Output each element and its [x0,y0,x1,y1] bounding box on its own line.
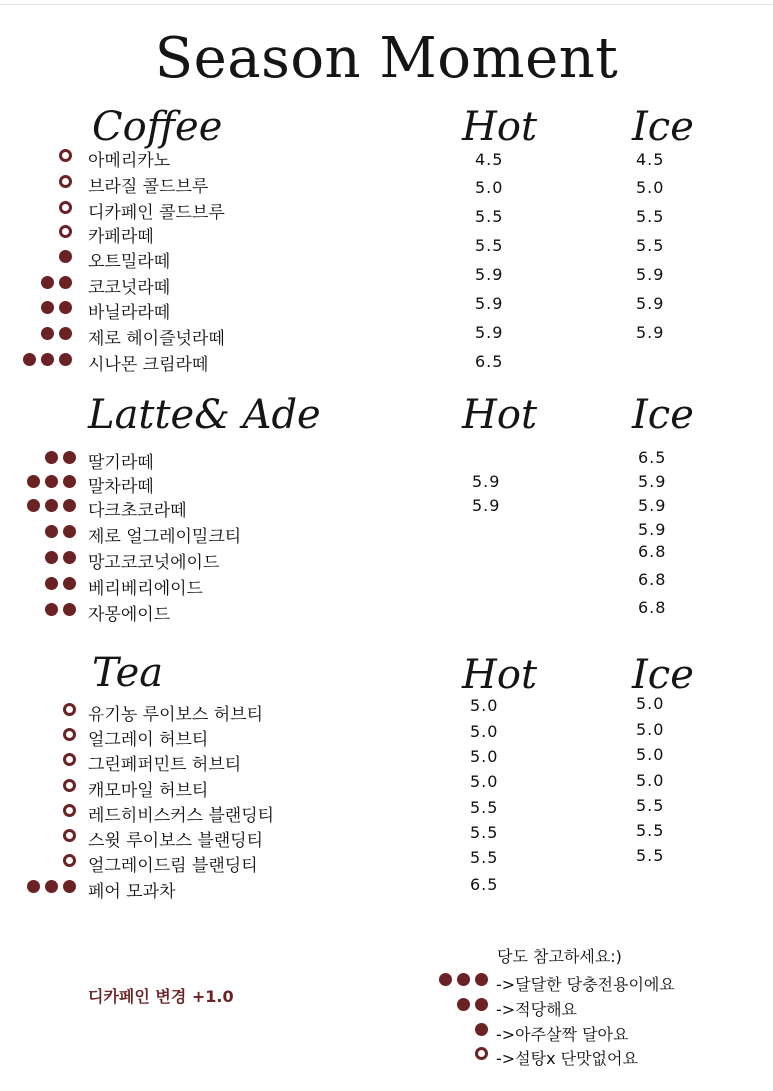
menu-item [0,472,773,496]
menu-item [0,172,773,196]
sweetness-dot-icon [41,301,54,314]
item-name: 캐모마일 허브티 [88,781,209,801]
legend-item [0,995,773,1019]
price-ice: 5.0 [636,745,665,764]
menu-item [0,448,773,472]
price-hot: 6.5 [470,875,499,894]
column-header-ice: Ice [632,392,694,438]
price-hot: 5.9 [472,496,501,515]
price-hot: 5.0 [470,722,499,741]
price-ice: 5.9 [638,472,667,491]
price-hot: 5.5 [475,236,504,255]
column-header-ice: Ice [632,104,694,150]
menu-item [0,247,773,284]
price-hot: 5.9 [475,265,504,284]
menu-title: Season Moment [154,26,619,91]
sweetness-dot-icon [63,577,76,590]
no-sugar-ring-icon [59,201,72,214]
price-ice: 5.5 [636,846,665,865]
price-hot: 5.5 [470,848,499,867]
price-hot: 5.0 [470,696,499,715]
item-name: 그린페퍼민트 허브티 [88,755,242,775]
price-ice: 6.8 [638,542,667,561]
section-title-coffee: Coffee [92,104,223,150]
sweetness-dot-icon [45,551,58,564]
item-name: 얼그레이 허브티 [88,730,209,750]
item-name: 말차라떼 [88,477,154,497]
sweetness-dot-icon [63,880,76,893]
sweetness-dot-icon [45,880,58,893]
no-sugar-ring-icon [63,728,76,741]
menu-item [0,600,773,624]
item-name: 브라질 콜드브루 [88,177,209,197]
sweetness-dot-icon [27,475,40,488]
sweetness-indicator [0,995,773,1019]
legend-text: ->설탕x 단맛없어요 [496,1049,638,1068]
item-name: 카페라떼 [88,227,154,247]
item-name: 얼그레이드림 블랜딩티 [88,856,258,876]
item-name: 디카페인 콜드브루 [88,203,225,223]
sweetness-dot-icon [45,451,58,464]
sweetness-dot-icon [45,525,58,538]
sweetness-dot-icon [63,603,76,616]
legend-item [0,970,773,994]
price-hot: 5.9 [472,472,501,491]
price-ice: 6.8 [638,570,667,589]
legend-text: ->아주살짝 달아요 [496,1025,629,1044]
sweetness-dot-icon [41,327,54,340]
legend-text: ->적당해요 [496,1000,578,1019]
price-ice: 5.0 [636,694,665,713]
sweetness-dot-icon [45,499,58,512]
sweetness-dot-icon [475,973,488,986]
item-name: 다크초코라떼 [88,501,187,521]
price-hot: 5.5 [470,798,499,817]
item-name: 오트밀라떼 [88,252,171,272]
menu-item [0,146,773,170]
menu-item [0,846,773,876]
section-title-tea: Tea [92,650,164,696]
price-ice: 5.9 [636,294,665,313]
sweetness-dot-icon [63,451,76,464]
sweetness-dot-icon [63,475,76,488]
sweetness-dot-icon [475,998,488,1011]
item-name: 바닐라라떼 [88,303,171,323]
price-ice: 5.5 [636,796,665,815]
menu-item [0,198,773,226]
no-sugar-ring-icon [63,804,76,817]
no-sugar-ring-icon [475,1047,488,1060]
item-name: 베리베리에이드 [88,579,203,599]
sweetness-dot-icon [41,353,54,366]
item-name: 페어 모과차 [88,882,176,902]
no-sugar-ring-icon [63,854,76,867]
no-sugar-ring-icon [63,753,76,766]
sweetness-dot-icon [27,499,40,512]
price-ice: 4.5 [636,150,665,169]
sweetness-dot-icon [63,525,76,538]
sweetness-indicator [0,1020,773,1044]
price-hot: 5.0 [475,178,504,197]
sweetness-dot-icon [27,880,40,893]
no-sugar-ring-icon [59,225,72,238]
legend-item [0,1044,773,1068]
section-title-latte-ade: Latte& Ade [88,392,321,438]
no-sugar-ring-icon [63,703,76,716]
price-ice: 6.5 [638,448,667,467]
price-ice: 5.9 [636,265,665,284]
sweetness-indicator [0,1044,773,1068]
price-hot: 4.5 [475,150,504,169]
menu-item [0,542,773,573]
item-name: 스윗 루이보스 블랜딩티 [88,831,264,851]
sweetness-dot-icon [59,353,72,366]
price-ice: 5.5 [636,821,665,840]
menu-item [0,570,773,599]
legend-item [0,1020,773,1044]
column-header-hot: Hot [462,104,538,150]
item-name: 망고코코넛에이드 [88,553,220,573]
sweetness-dot-icon [63,499,76,512]
price-ice: 5.5 [636,236,665,255]
price-hot: 5.0 [470,747,499,766]
price-ice: 6.8 [638,598,667,617]
no-sugar-ring-icon [59,149,72,162]
sweetness-dot-icon [59,301,72,314]
menu-item [0,350,773,374]
price-hot: 6.5 [475,352,504,371]
legend-text: ->달달한 당충전용이에요 [496,975,675,994]
price-ice: 5.9 [636,323,665,342]
sweetness-dot-icon [41,276,54,289]
item-name: 레드히비스커스 블랜딩티 [88,806,275,826]
no-sugar-ring-icon [63,779,76,792]
sweetness-dot-icon [45,603,58,616]
price-hot: 5.5 [470,823,499,842]
item-name: 제로 헤이즐넛라떼 [88,329,225,349]
price-ice: 5.0 [636,771,665,790]
item-name: 자몽에이드 [88,605,171,625]
price-hot: 5.5 [475,207,504,226]
price-ice: 5.0 [636,720,665,739]
sweetness-dot-icon [457,973,470,986]
price-hot: 5.9 [475,294,504,313]
no-sugar-ring-icon [59,175,72,188]
item-name: 코코넛라떼 [88,278,171,298]
sweetness-dot-icon [59,276,72,289]
item-name: 아메리카노 [88,151,171,171]
price-hot: 5.0 [470,772,499,791]
menu-item [0,496,773,520]
top-divider [0,4,773,5]
menu-item [0,877,773,901]
sweetness-dot-icon [475,1023,488,1036]
sweetness-dot-icon [45,577,58,590]
column-header-hot: Hot [462,392,538,438]
sweetness-dot-icon [59,250,72,263]
sweetness-dot-icon [63,551,76,564]
item-name: 시나몬 크림라떼 [88,355,209,375]
sweetness-dot-icon [439,973,452,986]
column-header-hot: Hot [462,652,538,698]
menu-item [0,222,773,255]
item-name: 제로 얼그레이밀크티 [88,527,242,547]
price-ice: 5.9 [638,520,667,539]
decaf-note: 디카페인 변경 +1.0 [88,987,234,1006]
sweetness-dot-icon [457,998,470,1011]
price-ice: 5.0 [636,178,665,197]
item-name: 딸기라떼 [88,453,154,473]
sweetness-dot-icon [45,475,58,488]
sweetness-legend-title: 당도 참고하세요:) [497,947,622,966]
sweetness-dot-icon [59,327,72,340]
sweetness-dot-icon [23,353,36,366]
item-name: 유기농 루이보스 허브티 [88,705,264,725]
price-ice: 5.9 [638,496,667,515]
price-hot: 5.9 [475,323,504,342]
price-ice: 5.5 [636,207,665,226]
column-header-ice: Ice [632,652,694,698]
no-sugar-ring-icon [63,829,76,842]
